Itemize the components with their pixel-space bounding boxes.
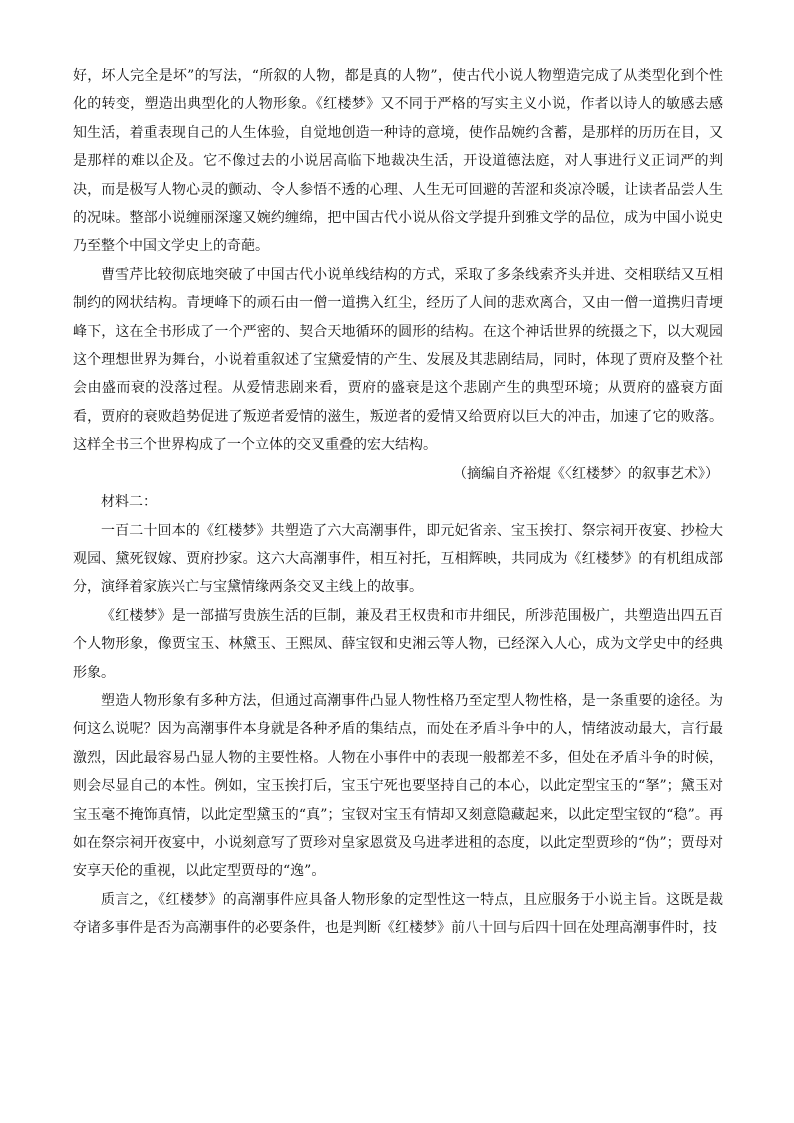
document-page: [73, 62, 723, 943]
material-two-heading: 材料二：: [101, 494, 157, 511]
paragraph-characters: 《红楼梦》是一部描写贵族生活的巨制，兼及君王权贵和市井细民，所涉范围极广，共塑造出四五百个人物形象，像贾宝玉、林黛玉、王熙凤、薛宝钗和史湘云等人物，已经深入人心，成为文学史中的经典形象。: [73, 607, 723, 681]
source-citation: （摘编自齐裕焜《〈红楼梦〉的叙事艺术》）: [453, 465, 719, 482]
paragraph-climax-events: 一百二十回本的《红楼梦》共塑造了六大高潮事件，即元妃省亲、宝玉挨打、祭宗祠开夜宴、抄检大观园、黛死钗嫁、贾府抄家。这六大高潮事件，相互衬托，互相辉映，共同成为《红楼梦》的有机组成部分，演绎着家族兴亡与宝黛情缘两条交叉主线上的故事。: [73, 522, 723, 596]
paragraph-conclusion: 质言之，《红楼梦》的高潮事件应具备人物形象的定型性这一特点，且应服务于小说主旨。这既是裁夺诸多事件是否为高潮事件的必要条件，也是判断《红楼梦》前八十回与后四十回在处理高潮事件时，技: [73, 891, 723, 937]
paragraph-structure: 曹雪芹比较彻底地突破了中国古代小说单线结构的方式，采取了多条线索齐头并进、交相联结又互相制约的网状结构。青埂峰下的顽石由一僧一道携入红尘，经历了人间的悲欢离合，又由一僧一道携归青埂峰下，这在全书形成了一个严密的、契合天地循环的圆形的结构。在这个神话世界的统摄之下，以大观园这个理想世界为舞台，小说着重叙述了宝黛爱情的产生、发展及其悲剧结局，同时，体现了贾府及整个社会由盛而衰的没落过程。从爱情悲剧来看，贾府的盛衰是这个悲剧产生的典型环境；从贾府的盛衰方面看，贾府的衰败趋势促进了叛逆者爱情的滋生，叛逆者的爱情又给贾府以巨大的冲击，加速了它的败落。这样全书三个世界构成了一个立体的交叉重叠的宏大结构。: [73, 266, 723, 454]
paragraph-continuation: 好，坏人完全是坏”的写法，“所叙的人物，都是真的人物”，使古代小说人物塑造完成了从类型化到个性化的转变，塑造出典型化的人物形象。《红楼梦》又不同于严格的写实主义小说，作者以诗人的敏感去感知生活，着重表现自己的人生体验，自觉地创造一种诗的意境，使作品婉约含蓄，是那样的历历在目，又是那样的难以企及。它不像过去的小说居高临下地裁决生活，开设道德法庭，对人事进行义正词严的判决，而是极写人物心灵的颤动、令人参悟不透的心理、人生无可回避的苦涩和炎凉冷暖，让读者品尝人生的况味。整部小说缠丽深邃又婉约缠绵，把中国古代小说从俗文学提升到雅文学的品位，成为中国小说史乃至整个中国文学史上的奇葩。: [73, 68, 723, 255]
paragraph-character-shaping: 塑造人物形象有多种方法，但通过高潮事件凸显人物性格乃至定型人物性格，是一条重要的途径。为何这么说呢？因为高潮事件本身就是各种矛盾的集结点，而处在矛盾斗争中的人，情绪波动最大，言行最激烈，因此最容易凸显人物的主要性格。人物在小事件中的表现一般都差不多，但处在矛盾斗争的时候，则会尽显自己的本性。例如，宝玉挨打后，宝玉宁死也要坚持自己的本心，以此定型宝玉的“拏”；黛玉对宝玉毫不掩饰真情，以此定型黛玉的“真”；宝钗对宝玉有情却又刻意隐藏起来，以此定型宝钗的“稳”。再如在祭宗祠开夜宴中，小说刻意写了贾珍对皇家恩赏及乌进孝进租的态度，以此定型贾珍的“伪”；贾母对安享天伦的重视，以此定型贾母的“逸”。: [73, 692, 723, 880]
